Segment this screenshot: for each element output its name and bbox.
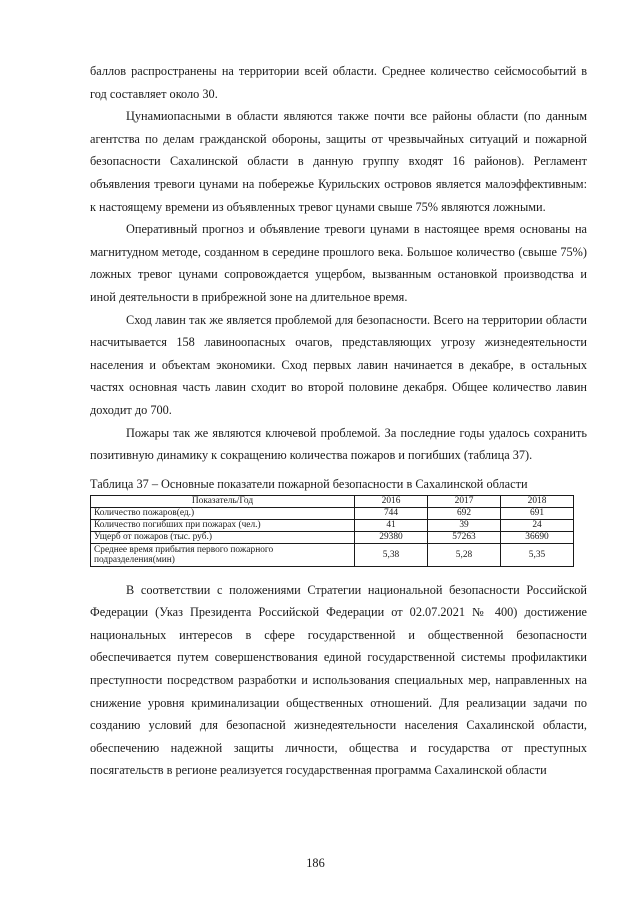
body-paragraph: Цунамиопасными в области являются также почти все районы области (по данным агентства по делам гражданской обороны, защиты от чрезвычайных ситуаций и пожарной безопасности Сахалинской области в данную группу входят 16 районов). Регламент объявления тревоги цунами на побережье Курильских островов является малоэффективным: к настоящему времени из объявленных тревог цунами свыше 75% являются ложными. (90, 109, 587, 214)
header-2018: 2018 (501, 495, 574, 507)
header-2016: 2016 (355, 495, 428, 507)
body-paragraph: Оперативный прогноз и объявление тревоги цунами в настоящее время основаны на магнитудном методе, созданном в середине прошлого века. Большое количество (свыше 75%) ложных тревог цунами сопровождается ущербом, вызванным остановкой производства и иной деятельности в прибрежной зоне на длительное время. (90, 222, 587, 304)
body-paragraph: Пожары так же являются ключевой проблемой. За последние годы удалось сохранить позитивную динамику к сокращению количества пожаров и погибших (таблица 37). (90, 425, 587, 463)
cell-value: 57263 (428, 531, 501, 543)
header-2017: 2017 (428, 495, 501, 507)
cell-value: 29380 (355, 531, 428, 543)
cell-value: 36690 (501, 531, 574, 543)
page-number: 186 (306, 856, 325, 870)
row-label: Ущерб от пожаров (тыс. руб.) (91, 531, 355, 543)
header-indicator: Показатель/Год (91, 495, 355, 507)
table-header-row (91, 495, 574, 507)
body-paragraph: В соответствии с положениями Стратегии национальной безопасности Российской Федерации (Указ Президента Российской Федерации от 02.07.2021 № 400) достижение национальных интересов в сфере государственной и общественной безопасности обеспечивается путем совершенствования единой государственной системы профилактики преступности посредством разработки и использования специальных мер, направленных на снижение уровня криминализации общественных отношений. Для реализации задачи по созданию условий для безопасной жизнедеятельности населения Сахалинской области, обеспечению надежной защиты личности, общества и государства от преступных посягательств в регионе реализуется государственная программа Сахалинской области (90, 582, 587, 778)
cell-value: 692 (428, 507, 501, 519)
fire-safety-table (90, 495, 574, 567)
row-label: Количество погибших при пожарах (чел.) (91, 519, 355, 531)
page-body (90, 60, 587, 782)
table-row (91, 507, 574, 519)
cell-value: 5,35 (501, 543, 574, 566)
cell-value: 39 (428, 519, 501, 531)
table-caption: Таблица 37 – Основные показатели пожарной безопасности в Сахалинской области (90, 476, 528, 491)
table-row (91, 543, 574, 566)
paragraphs-after (90, 579, 587, 782)
cell-value: 691 (501, 507, 574, 519)
cell-value: 41 (355, 519, 428, 531)
row-label: Количество пожаров(ед.) (91, 507, 355, 519)
cell-value: 24 (501, 519, 574, 531)
row-label: Среднее время прибытия первого пожарного подразделения(мин) (91, 543, 355, 566)
body-paragraph: баллов распространены на территории всей области. Среднее количество сейсмособытий в год составляет около 30. (90, 64, 587, 101)
paragraphs-before (90, 60, 587, 467)
table-row (91, 531, 574, 543)
table-row (91, 519, 574, 531)
body-paragraph: Сход лавин так же является проблемой для безопасности. Всего на территории области насчитывается 158 лавиноопасных очагов, представляющих угрозу жизнедеятельности населения и объектам экономики. Сход первых лавин начинается в декабре, в остальных частях основная часть лавин сходит во второй половине декабря. Общее количество лавин доходит до 700. (90, 312, 587, 417)
cell-value: 744 (355, 507, 428, 519)
cell-value: 5,38 (355, 543, 428, 566)
cell-value: 5,28 (428, 543, 501, 566)
